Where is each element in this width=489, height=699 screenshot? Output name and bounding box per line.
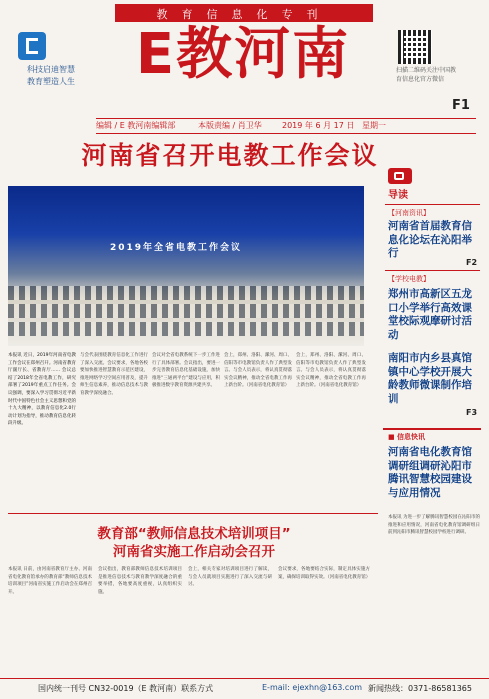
editor-info: 编辑 / E 教河南编辑部 bbox=[96, 121, 176, 130]
main-article-col4: 会上，郑州、洛阳、漯河、周口、信阳等市电教馆负责人作了典型发言。与会人员表示，将认真贯彻落实会议精神，推动全省电教工作再上新台阶。（河南省电化教育馆） bbox=[224, 353, 292, 389]
stage-banner-text: 2019年全省电教工作会议 bbox=[110, 243, 243, 253]
motto-line-1: 科技启迪智慧 bbox=[27, 65, 75, 74]
sidebar-tag-flash: ■ 信息快讯 bbox=[388, 433, 426, 441]
second-article-col4: 会议要求，各地要结合实际，制定具体实施方案，确保培训取得实效。（河南省电化教育馆） bbox=[278, 567, 370, 580]
second-article-col1: 本报讯 日前，由河南省教育厅主办、河南省电化教育馆承办的教育部“教师信息技术培训项目”河南省实施工作启动会在郑州召开。 bbox=[8, 567, 92, 595]
sidebar-tag-news: 【河南资讯】 bbox=[388, 209, 430, 217]
motto-line-2: 教育塑造人生 bbox=[27, 77, 75, 86]
second-headline-line2: 河南省实施工作启动会召开 bbox=[113, 544, 275, 560]
footer-email[interactable]: E-mail: ejexhn@163.com bbox=[262, 683, 363, 692]
sidebar-item-wulongkou[interactable]: 郑州市高新区五龙口小学举行高效课堂校际观摩研讨活动 bbox=[388, 288, 472, 341]
footer-publication-no: 国内统一刊号 CN32-0019（E 教河南）联系方式 bbox=[38, 684, 214, 693]
sidebar-tag-school: 【学校电教】 bbox=[388, 275, 430, 283]
sidebar-page-ref: F3 bbox=[466, 408, 478, 417]
reviewer-info: 本版责编 / 肖卫华 bbox=[198, 121, 262, 130]
sidebar-page-ref: F2 bbox=[466, 258, 478, 267]
main-article-col3: 会议对全省电教系统下一步工作进行了具体部署。会议指出，要进一步完善教育信息化基础设施，加快推进“三通两平台”建设与应用，积极推进数字教育资源共建共享。 bbox=[152, 353, 220, 389]
publisher-motto bbox=[6, 64, 96, 88]
second-article-col2: 会议指出，教育部教师信息技术培训项目是推进信息技术与教育教学深度融合的重要举措，各地要高度重视，认真组织实施。 bbox=[98, 567, 182, 595]
main-article-col5: 会上，郑州、洛阳、漯河、周口、信阳等市电教馆负责人作了典型发言。与会人员表示，将认真贯彻落实会议精神，推动全省电教工作再上新台阶。（河南省电化教育馆） bbox=[296, 353, 366, 389]
sidebar-item-forum[interactable]: 河南省首届教育信息化论坛在沁阳举行 bbox=[388, 220, 472, 259]
audience-row bbox=[8, 304, 364, 318]
weekday: 星期一 bbox=[362, 121, 386, 130]
footer bbox=[0, 678, 489, 699]
main-article-col2: 与会代表围绕教育信息化工作进行了深入交流。会议要求，各地各校要加快推进智慧教育示范区建设，推进网络学习空间应用普及，提升师生信息素养，推动信息技术与教育教学深度融合。 bbox=[80, 353, 148, 396]
guide-label: 导读 bbox=[388, 190, 408, 201]
main-lead: 本报讯 近日，2019年河南省电教工作会议在郑州召开。河南省教育厅副厅长、省教育厅…… bbox=[8, 353, 76, 374]
page-number: F1 bbox=[452, 98, 470, 113]
qr-code-pattern bbox=[404, 36, 426, 58]
sidebar-item-neixiang[interactable]: 南阳市内乡县真馆镇中心学校开展大龄教师微课制作培训 bbox=[388, 352, 472, 405]
guide-icon bbox=[388, 168, 412, 184]
sidebar-divider bbox=[385, 270, 480, 271]
sidebar-item-qinyang[interactable]: 河南省电化教育馆调研组调研沁阳市腾讯智慧校园建设与应用情况 bbox=[388, 446, 472, 499]
info-bar bbox=[96, 118, 476, 134]
page-headline: 河南省召开电教工作会议 bbox=[81, 141, 379, 170]
article-divider bbox=[8, 513, 378, 514]
second-article-col3: 会上，相关专家对培训项目进行了解读，与会人员就项目实施进行了深入交流与研讨。 bbox=[188, 567, 272, 588]
slogan: 教育信息化专刊 bbox=[156, 8, 332, 21]
sidebar-divider bbox=[385, 204, 480, 205]
sidebar-box-divider bbox=[383, 428, 481, 430]
second-headline-line1: 教育部“教师信息技术培训项目” bbox=[97, 526, 291, 542]
publisher-logo-icon bbox=[18, 32, 46, 60]
qr-caption: 扫描二维码关注中国教育信息化官方微信 bbox=[396, 67, 457, 83]
audience-row bbox=[8, 286, 364, 300]
audience-row bbox=[8, 322, 364, 336]
main-article-col1 bbox=[8, 352, 76, 502]
masthead: E教河南 bbox=[135, 22, 351, 87]
footer-phone: 新闻热线：0371-86581365 bbox=[368, 684, 472, 693]
issue-date: 2019 年 6 月 17 日 bbox=[282, 121, 355, 130]
slogan-bar bbox=[115, 4, 373, 22]
main-col1-body: 会议总结了2018年全省电教工作，研究部署了2019年重点工作任务。会议强调，要深入学习贯彻习近平新时代中国特色社会主义思想和党的十九大精神，以教育信息化2.0行动计划为指导，推动教育信息化转段升级。 bbox=[8, 368, 76, 427]
sidebar-flash-body: 本报讯 为进一步了解腾讯智慧校园在沁阳市的推进和应用情况，河南省电化教育馆调研组日前到沁阳市腾讯智慧校园学校进行调研。 bbox=[388, 515, 480, 536]
